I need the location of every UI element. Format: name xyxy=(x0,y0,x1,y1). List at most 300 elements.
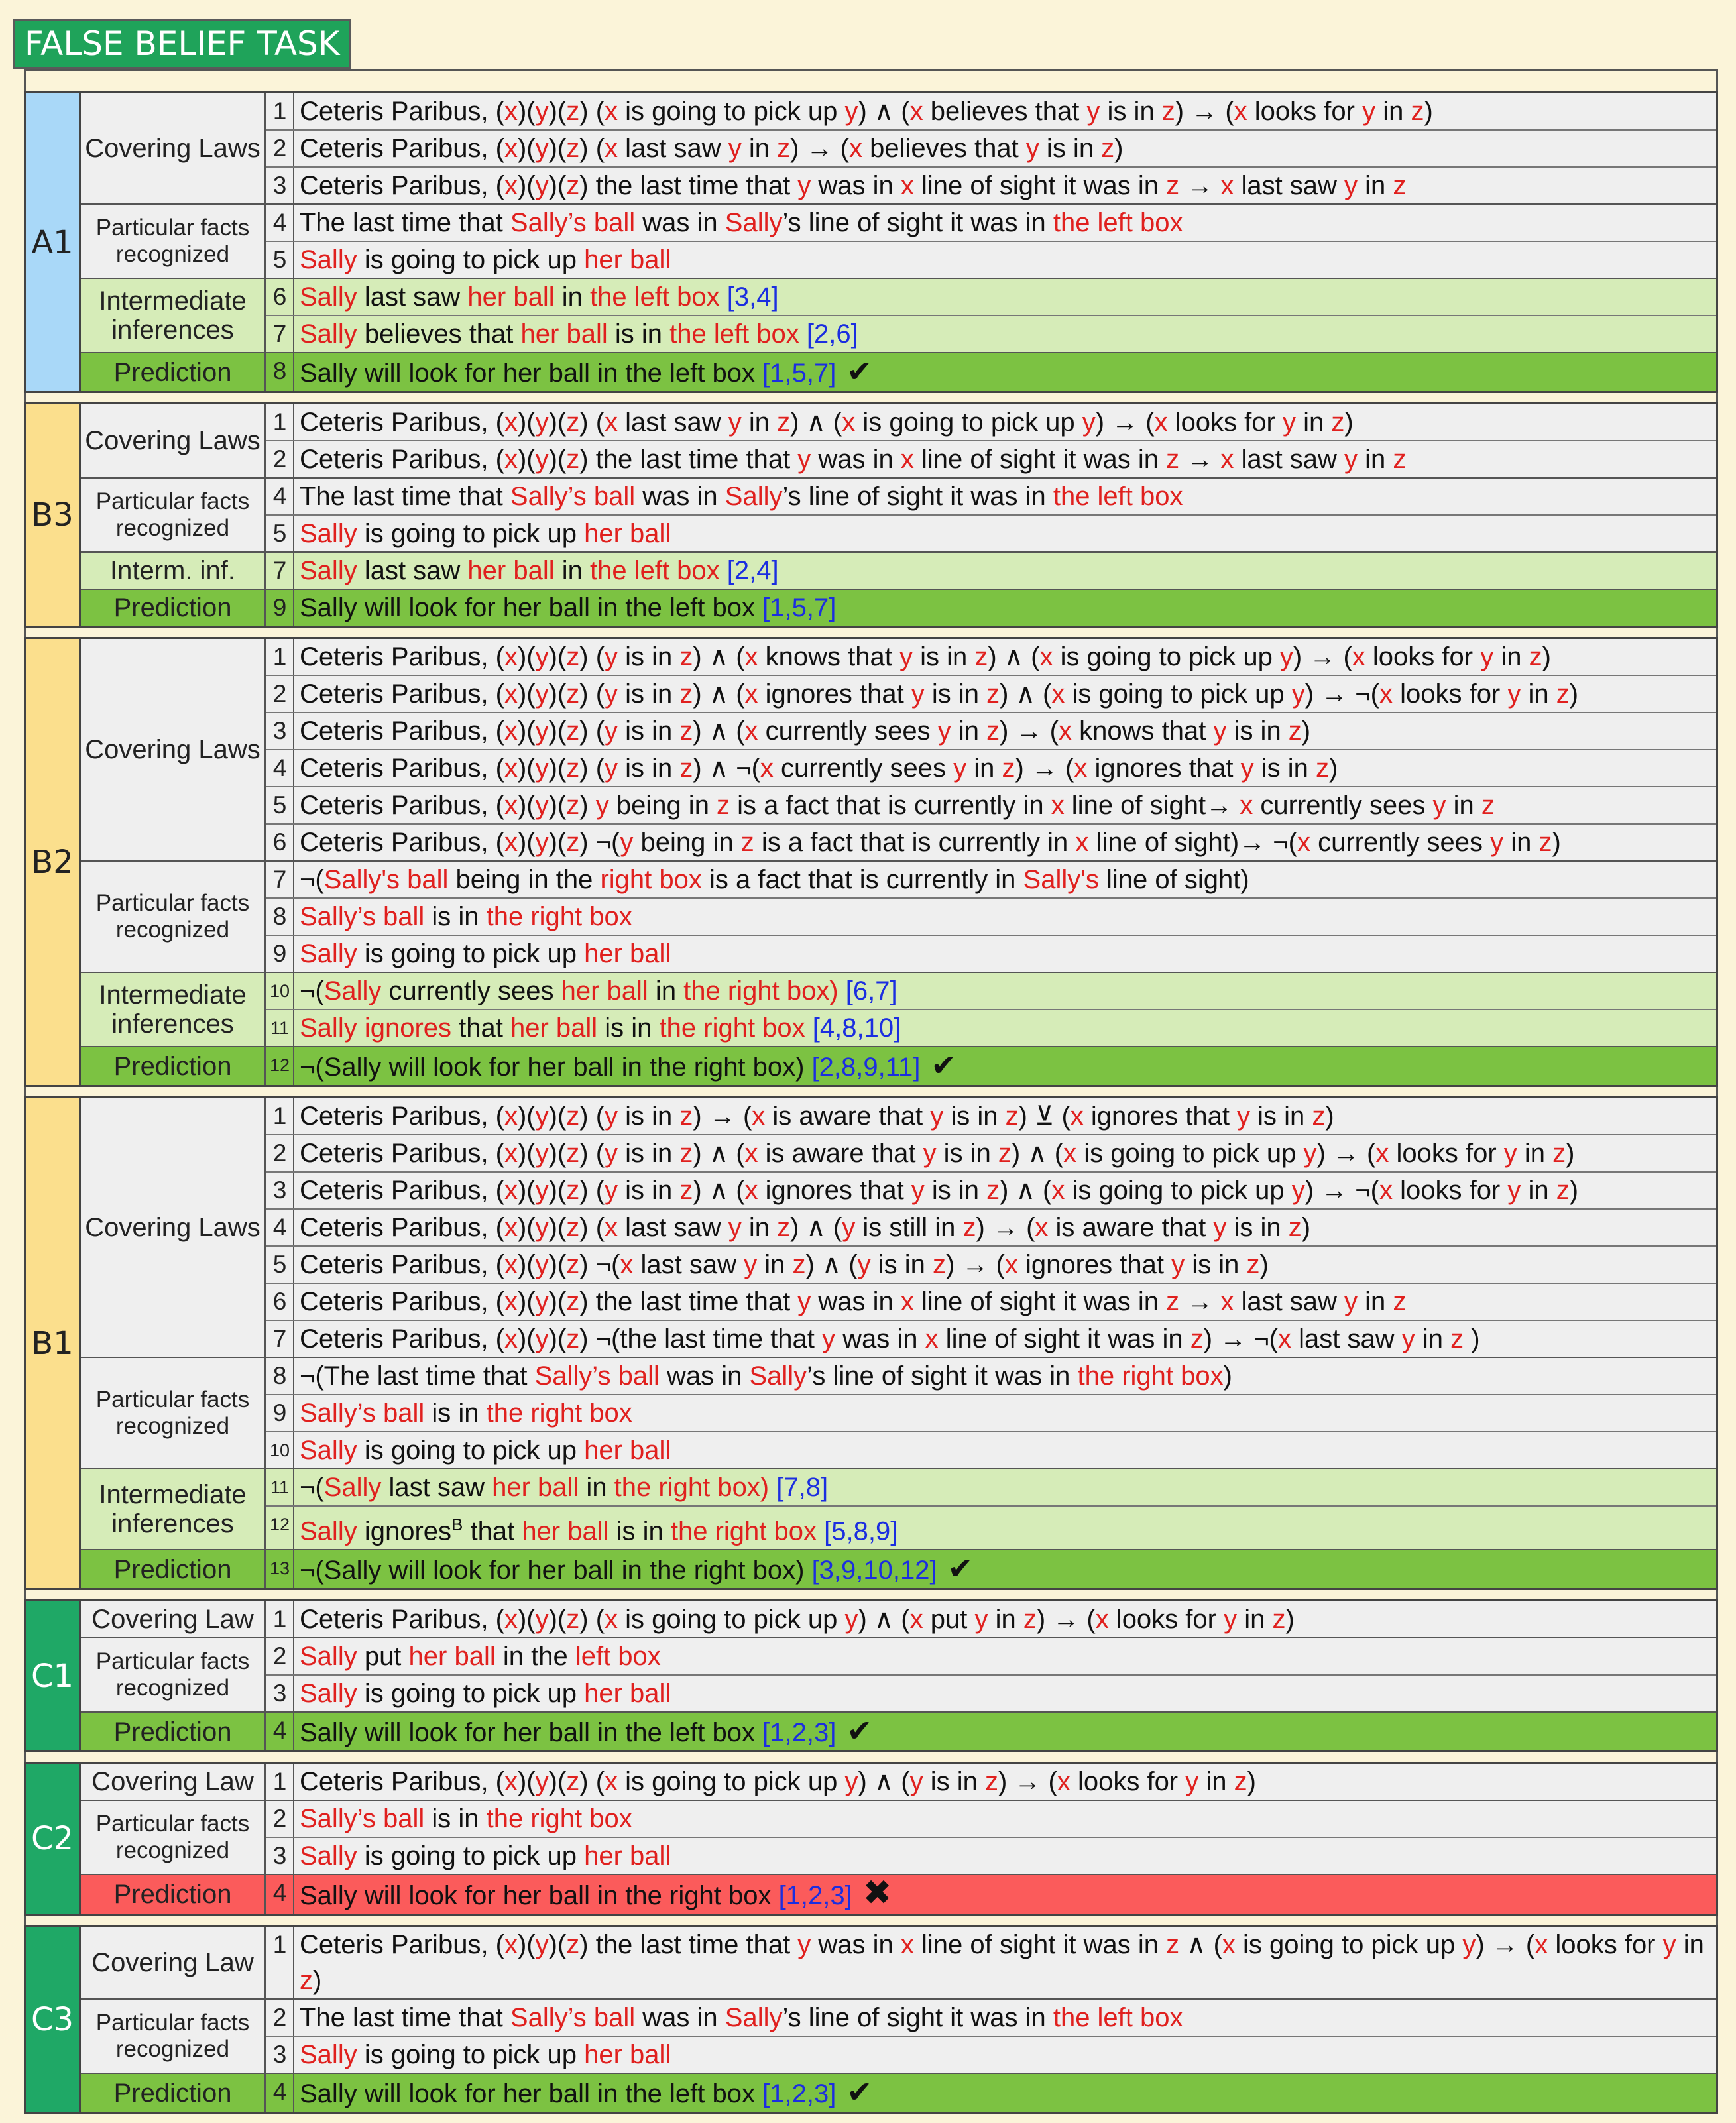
red-term: z xyxy=(1315,754,1329,783)
row-number: 5 xyxy=(266,787,294,823)
red-term: z xyxy=(566,717,580,746)
group-law xyxy=(81,404,1716,477)
statement-text: Sally put her ball in the left box xyxy=(300,1642,661,1672)
red-term: z xyxy=(566,1930,580,1960)
row-number: 7 xyxy=(266,1321,294,1357)
group-law xyxy=(81,1098,1716,1357)
red-term: y xyxy=(1291,679,1305,709)
red-term: z xyxy=(1312,1102,1326,1131)
group-label: Covering Law xyxy=(81,1764,266,1800)
red-term: x xyxy=(504,408,518,437)
reference-list: [1,2,3] xyxy=(778,1881,852,1911)
red-term: y xyxy=(728,408,742,437)
red-term: Sally’s ball xyxy=(300,1804,425,1834)
group-label: Prediction xyxy=(81,1550,266,1588)
red-term: Sally xyxy=(300,556,357,585)
red-term: Sally xyxy=(724,482,783,511)
red-term: y xyxy=(535,828,549,857)
statement-text: Sally will look for her ball in the right box [1,2,3] ✖ xyxy=(300,1875,892,1913)
red-term: x xyxy=(1278,1324,1291,1353)
statement-row xyxy=(266,1320,1716,1357)
checkmark-icon: ✔ xyxy=(846,2075,872,2110)
statement-row xyxy=(266,675,1716,712)
red-term: y xyxy=(1224,1605,1238,1635)
row-number: 8 xyxy=(266,1358,294,1394)
red-term: z xyxy=(566,828,580,857)
red-term: the right box xyxy=(486,902,632,931)
red-term: z xyxy=(679,1139,693,1168)
red-term: z xyxy=(679,717,693,746)
red-term: x xyxy=(1352,642,1365,671)
red-term: x xyxy=(925,1324,939,1353)
block-b3 xyxy=(24,402,1718,628)
red-term: z xyxy=(566,134,580,163)
red-term: z xyxy=(1393,171,1407,200)
reference-list: [1,5,7] xyxy=(762,593,837,622)
red-term: z xyxy=(1166,1287,1180,1316)
red-term: y xyxy=(605,717,618,746)
red-term: y xyxy=(844,1605,858,1635)
red-term: Sally xyxy=(300,1642,357,1672)
red-term: y xyxy=(535,97,549,126)
statement-text: Ceteris Paribus, (x)(y)(z) (x is going to pick up y) ∧ (x believes that y is in z) → (x looks for y in z) xyxy=(300,97,1433,126)
red-term: y xyxy=(605,754,618,783)
red-term: y xyxy=(899,642,913,671)
statement-row xyxy=(266,1674,1716,1711)
group-fact xyxy=(81,860,1716,972)
group-pred xyxy=(81,589,1716,626)
row-number: 3 xyxy=(266,713,294,749)
row-number: 5 xyxy=(266,1247,294,1283)
red-term: her ball xyxy=(584,519,671,548)
group-inter xyxy=(81,551,1716,589)
red-term: the right box xyxy=(670,1517,817,1546)
red-term: y xyxy=(797,1930,811,1960)
group-pred xyxy=(81,2073,1716,2112)
red-term: x xyxy=(744,642,758,671)
statement-text: Ceteris Paribus, (x)(y)(z) (y is in z) ∧ (x ignores that y is in z) ∧ (x is going to pick up y) → ¬(x looks for y in z) xyxy=(300,679,1579,709)
red-term: left box xyxy=(575,1642,661,1672)
red-term: y xyxy=(842,1213,856,1242)
red-term: Sally xyxy=(300,519,357,548)
red-term: y xyxy=(1086,97,1100,126)
group-inter xyxy=(81,278,1716,352)
statement-text: Sally is going to pick up her ball xyxy=(300,519,671,548)
row-number: 7 xyxy=(266,862,294,897)
red-term: z xyxy=(679,1176,693,1205)
group-label: Particular facts recognized xyxy=(81,205,266,278)
statement-row xyxy=(266,786,1716,823)
row-number: 4 xyxy=(266,479,294,514)
row-number: 4 xyxy=(266,750,294,786)
red-term: z xyxy=(986,1176,1000,1205)
red-term: x xyxy=(1154,408,1168,437)
red-term: x xyxy=(605,1767,618,1797)
group-label: Prediction xyxy=(81,1047,266,1085)
red-term: z xyxy=(984,1767,998,1797)
reference-list: [7,8] xyxy=(776,1473,829,1502)
red-term: Sally’s ball xyxy=(300,902,425,931)
red-term: the left box xyxy=(589,556,720,585)
red-term: z xyxy=(1529,642,1542,671)
statement-row xyxy=(266,315,1716,352)
block-label: C1 xyxy=(26,1601,81,1750)
statement-row xyxy=(266,205,1716,241)
red-term: z xyxy=(1166,171,1180,200)
red-term: z xyxy=(566,1102,580,1131)
reference-list: [3,9,10,12] xyxy=(811,1556,937,1585)
statement-text: Ceteris Paribus, (x)(y)(z) the last time that y was in x line of sight it was in z → x last saw y in z xyxy=(300,445,1407,474)
red-term: her ball xyxy=(584,1679,671,1709)
red-term: x xyxy=(504,1250,518,1279)
red-term: z xyxy=(1556,1176,1570,1205)
red-term: her ball xyxy=(408,1642,496,1672)
red-term: Sally's xyxy=(1023,865,1099,894)
red-term: z xyxy=(566,97,580,126)
block-c1 xyxy=(24,1599,1718,1752)
group-label: Particular facts recognized xyxy=(81,2000,266,2073)
statement-text: Sally is going to pick up her ball xyxy=(300,939,671,968)
statement-row xyxy=(266,1638,1716,1674)
statement-text: Sally will look for her ball in the left box [1,5,7] ✔ xyxy=(300,354,872,388)
statement-text: ¬(The last time that Sally’s ball was in Sally’s line of sight it was in the right box) xyxy=(300,1361,1232,1391)
red-term: y xyxy=(535,134,549,163)
red-term: x xyxy=(605,134,618,163)
red-term: y xyxy=(535,1287,549,1316)
statement-row xyxy=(266,1713,1716,1750)
group-label: Covering Laws xyxy=(81,639,266,860)
group-fact xyxy=(81,203,1716,278)
red-term: the left box xyxy=(669,319,799,349)
statement-text: Ceteris Paribus, (x)(y)(z) (y is in z) ∧ (x knows that y is in z) ∧ (x is going to pick up y) → (x looks for y in z) xyxy=(300,642,1551,671)
red-term: y xyxy=(535,1767,549,1797)
statement-row xyxy=(266,1469,1716,1505)
red-term: x xyxy=(504,642,518,671)
red-term: x xyxy=(900,171,914,200)
statement-text: Ceteris Paribus, (x)(y)(z) (y is in z) ∧ (x ignores that y is in z) ∧ (x is going to pick up y) → ¬(x looks for y in z) xyxy=(300,1176,1579,1205)
row-number: 9 xyxy=(266,590,294,626)
group-label: Covering Laws xyxy=(81,1098,266,1357)
red-term: z xyxy=(1166,445,1180,474)
red-term: x xyxy=(1051,679,1065,709)
red-term: y xyxy=(1185,1767,1199,1797)
red-term: x xyxy=(1063,1139,1077,1168)
red-term: her ball xyxy=(584,245,671,274)
statement-row xyxy=(266,590,1716,626)
statement-row xyxy=(266,897,1716,935)
statement-text: Ceteris Paribus, (x)(y)(z) (x last saw y in z) ∧ (y is still in z) → (x is aware that y is in z) xyxy=(300,1213,1311,1242)
red-term: the left box xyxy=(1053,208,1183,237)
statement-text: Ceteris Paribus, (x)(y)(z) (x is going to pick up y) ∧ (y is in z) → (x looks for y in z) xyxy=(300,1767,1256,1797)
group-fact xyxy=(81,1357,1716,1468)
statement-row xyxy=(266,404,1716,440)
red-term: x xyxy=(504,445,518,474)
reference-list: [3,4] xyxy=(726,282,779,312)
red-term: z xyxy=(1393,1287,1407,1316)
red-term: y xyxy=(1344,1287,1358,1316)
red-term: x xyxy=(760,754,774,783)
row-number: 5 xyxy=(266,242,294,278)
red-term: Sally xyxy=(300,1841,357,1871)
red-term: Sally xyxy=(724,2003,783,2033)
statement-text: Ceteris Paribus, (x)(y)(z) (x last saw y in z) ∧ (x is going to pick up y) → (x looks for y in z) xyxy=(300,408,1354,437)
row-number: 12 xyxy=(266,1507,294,1549)
red-term: x xyxy=(1070,1102,1084,1131)
red-term: y xyxy=(923,1139,937,1168)
statement-row xyxy=(266,1431,1716,1468)
row-number: 6 xyxy=(266,279,294,315)
red-term: y xyxy=(1240,754,1254,783)
red-term: z xyxy=(566,642,580,671)
row-number: 2 xyxy=(266,1801,294,1837)
group-label: Intermediate inferences xyxy=(81,1469,266,1549)
red-term: x xyxy=(504,791,518,820)
red-term: her ball xyxy=(467,282,555,312)
statement-text: Sally last saw her ball in the left box [3,4] xyxy=(300,282,779,312)
blocks-container xyxy=(24,91,1718,2123)
red-term: x xyxy=(1059,717,1072,746)
statement-row xyxy=(266,1009,1716,1046)
red-term: the right box) xyxy=(683,976,839,1005)
red-term: x xyxy=(1004,1250,1018,1279)
group-label: Intermediate inferences xyxy=(81,279,266,352)
red-term: z xyxy=(679,679,693,709)
row-number: 9 xyxy=(266,1395,294,1431)
statement-row xyxy=(266,749,1716,786)
row-number: 4 xyxy=(266,1210,294,1245)
red-term: z xyxy=(1450,1324,1464,1353)
red-term: her ball xyxy=(561,976,648,1005)
statement-row xyxy=(266,1875,1716,1914)
group-label: Prediction xyxy=(81,590,266,626)
red-term: y xyxy=(605,1139,618,1168)
red-term: Sally xyxy=(300,939,357,968)
statement-text: Ceteris Paribus, (x)(y)(z) (x is going to pick up y) ∧ (x put y in z) → (x looks for y in z) xyxy=(300,1605,1295,1635)
statement-text: Ceteris Paribus, (x)(y)(z) (y is in z) ∧ (x is aware that y is in z) ∧ (x is going to pick up y) → (x looks for y in z) xyxy=(300,1139,1575,1168)
red-term: her ball xyxy=(467,556,555,585)
red-term: x xyxy=(744,679,758,709)
red-term: x xyxy=(1075,828,1089,857)
statement-text: Sally’s ball is in the right box xyxy=(300,1399,632,1428)
statement-row xyxy=(266,1171,1716,1208)
red-term: y xyxy=(535,408,549,437)
red-term: y xyxy=(857,1250,871,1279)
statement-row xyxy=(266,639,1716,675)
red-term: y xyxy=(797,1287,811,1316)
red-term: x xyxy=(909,1605,923,1635)
red-term: z xyxy=(1023,1605,1037,1635)
statement-text: Sally is going to pick up her ball xyxy=(300,1841,671,1871)
statement-row xyxy=(266,1550,1716,1588)
red-term: z xyxy=(1538,828,1552,857)
red-term: z xyxy=(1481,791,1495,820)
red-term: z xyxy=(1246,1250,1260,1279)
red-term: z xyxy=(566,791,580,820)
page-title: FALSE BELIEF TASK xyxy=(13,19,351,69)
red-term: her ball xyxy=(584,2040,671,2070)
red-term: y xyxy=(1025,134,1039,163)
red-term: z xyxy=(1101,134,1115,163)
row-number: 10 xyxy=(266,1432,294,1468)
red-term: y xyxy=(728,134,742,163)
statement-row xyxy=(266,2074,1716,2112)
red-term: z xyxy=(566,171,580,200)
group-label: Interm. inf. xyxy=(81,553,266,589)
red-term: x xyxy=(504,1176,518,1205)
red-term: x xyxy=(752,1102,766,1131)
statement-row xyxy=(266,93,1716,129)
red-term: x xyxy=(1039,642,1053,671)
statement-text: Sally’s ball is in the right box xyxy=(300,902,632,931)
red-term: the right box xyxy=(486,1399,632,1428)
red-term: x xyxy=(1379,679,1393,709)
red-term: y xyxy=(937,717,951,746)
red-term: y xyxy=(844,97,858,126)
red-term: z xyxy=(717,791,730,820)
reference-list: [2,4] xyxy=(726,556,779,585)
block-label: C3 xyxy=(26,1927,81,2112)
statement-text: Sally will look for her ball in the left box [1,2,3] ✔ xyxy=(300,2075,872,2110)
row-number: 9 xyxy=(266,936,294,972)
red-term: y xyxy=(620,828,634,857)
red-term: x xyxy=(504,1213,518,1242)
statement-row xyxy=(266,973,1716,1009)
red-term: y xyxy=(911,1176,925,1205)
red-term: z xyxy=(1161,97,1175,126)
group-fact xyxy=(81,1998,1716,2073)
red-term: y xyxy=(844,1767,858,1797)
red-term: her ball xyxy=(510,1013,598,1043)
statement-text: Ceteris Paribus, (x)(y)(z) (y is in z) ∧ (x currently sees y in z) → (x knows that y is in z) xyxy=(300,717,1311,746)
red-term: y xyxy=(1082,408,1096,437)
red-term: z xyxy=(566,1250,580,1279)
statement-row xyxy=(266,1208,1716,1245)
red-term: z xyxy=(1552,1139,1566,1168)
red-term: y xyxy=(535,754,549,783)
statement-text: Ceteris Paribus, (x)(y)(z) (y is in z) → (x is aware that y is in z) ⊻ (x ignores that y is in z) xyxy=(300,1102,1334,1131)
red-term: x xyxy=(1220,171,1234,200)
statement-row xyxy=(266,1927,1716,1998)
red-term: x xyxy=(900,1930,914,1960)
reference-list: [1,2,3] xyxy=(762,1718,837,1748)
red-term: z xyxy=(998,1139,1012,1168)
red-term: z xyxy=(777,134,791,163)
row-number: 1 xyxy=(266,404,294,440)
red-term: the left box xyxy=(589,282,720,312)
row-number: 4 xyxy=(266,1875,294,1914)
red-term: x xyxy=(605,408,618,437)
red-term: z xyxy=(566,1213,580,1242)
red-term: y xyxy=(1344,171,1358,200)
block-label: B2 xyxy=(26,639,81,1085)
statement-text: ¬(Sally will look for her ball in the right box) [3,9,10,12] ✔ xyxy=(300,1551,974,1586)
group-predfail xyxy=(81,1874,1716,1914)
statement-row xyxy=(266,823,1716,860)
red-term: z xyxy=(1002,754,1015,783)
red-term: y xyxy=(535,717,549,746)
red-term: z xyxy=(986,679,1000,709)
block-label: B3 xyxy=(26,404,81,626)
red-term: Sally xyxy=(300,319,357,349)
statement-row xyxy=(266,1098,1716,1134)
row-number: 2 xyxy=(266,131,294,166)
group-fact xyxy=(81,1800,1716,1874)
group-label: Prediction xyxy=(81,353,266,391)
statement-row xyxy=(266,1245,1716,1283)
statement-text: Ceteris Paribus, (x)(y)(z) the last time that y was in x line of sight it was in z ∧ (x is going to pick up y) → (x looks for y in z) xyxy=(300,1930,1704,1996)
red-term: z xyxy=(740,828,754,857)
red-term: Sally xyxy=(300,2040,357,2070)
red-term: Sally’s ball xyxy=(300,1399,425,1428)
statement-row xyxy=(266,1047,1716,1085)
red-term: z xyxy=(986,717,1000,746)
red-term: y xyxy=(1171,1250,1185,1279)
red-term: y xyxy=(1480,642,1494,671)
red-term: x xyxy=(1095,1605,1109,1635)
red-term: x xyxy=(744,1176,758,1205)
red-term: y xyxy=(911,679,925,709)
row-number: 7 xyxy=(266,316,294,352)
row-number: 3 xyxy=(266,168,294,203)
group-pred xyxy=(81,1549,1716,1588)
row-number: 1 xyxy=(266,93,294,129)
red-term: z xyxy=(679,1102,693,1131)
red-term: her ball xyxy=(584,1841,671,1871)
red-term: z xyxy=(566,1605,580,1635)
statement-text: Sally believes that her ball is in the left box [2,6] xyxy=(300,319,858,349)
red-term: y xyxy=(1662,1930,1676,1960)
row-number: 3 xyxy=(266,2037,294,2073)
statement-text: Sally is going to pick up her ball xyxy=(300,1436,671,1465)
red-term: x xyxy=(900,445,914,474)
statement-text: Ceteris Paribus, (x)(y)(z) the last time that y was in x line of sight it was in z → x last saw y in z xyxy=(300,1287,1407,1316)
red-term: y xyxy=(535,1102,549,1131)
checkmark-icon: ✔ xyxy=(846,1713,872,1749)
group-inter xyxy=(81,1468,1716,1549)
red-term: x xyxy=(1220,1287,1234,1316)
row-number: 2 xyxy=(266,1135,294,1171)
red-term: y xyxy=(728,1213,742,1242)
block-label: C2 xyxy=(26,1764,81,1914)
red-term: x xyxy=(605,97,618,126)
red-term: z xyxy=(300,1966,313,1996)
red-term: z xyxy=(566,1287,580,1316)
red-term: y xyxy=(1279,642,1293,671)
row-number: 2 xyxy=(266,2000,294,2036)
red-term: y xyxy=(535,1250,549,1279)
red-term: z xyxy=(566,754,580,783)
group-label: Covering Law xyxy=(81,1927,266,1998)
group-inter xyxy=(81,972,1716,1046)
reference-list: [1,2,3] xyxy=(762,2079,837,2109)
red-term: x xyxy=(1297,828,1310,857)
red-term: z xyxy=(679,754,693,783)
statement-row xyxy=(266,479,1716,514)
red-term: Sally xyxy=(300,245,357,274)
red-term: her ball xyxy=(584,939,671,968)
statement-row xyxy=(266,1134,1716,1171)
statement-text: The last time that Sally’s ball was in Sally’s line of sight it was in the left box xyxy=(300,482,1183,511)
red-term: x xyxy=(504,828,518,857)
group-law xyxy=(81,93,1716,203)
red-term: y xyxy=(797,171,811,200)
statement-text: Sally will look for her ball in the left box [1,2,3] ✔ xyxy=(300,1713,872,1749)
statement-row xyxy=(266,1358,1716,1394)
red-term: z xyxy=(1411,97,1424,126)
red-term: Sally xyxy=(323,976,382,1005)
red-term: x xyxy=(1234,97,1247,126)
block-label: A1 xyxy=(26,93,81,391)
